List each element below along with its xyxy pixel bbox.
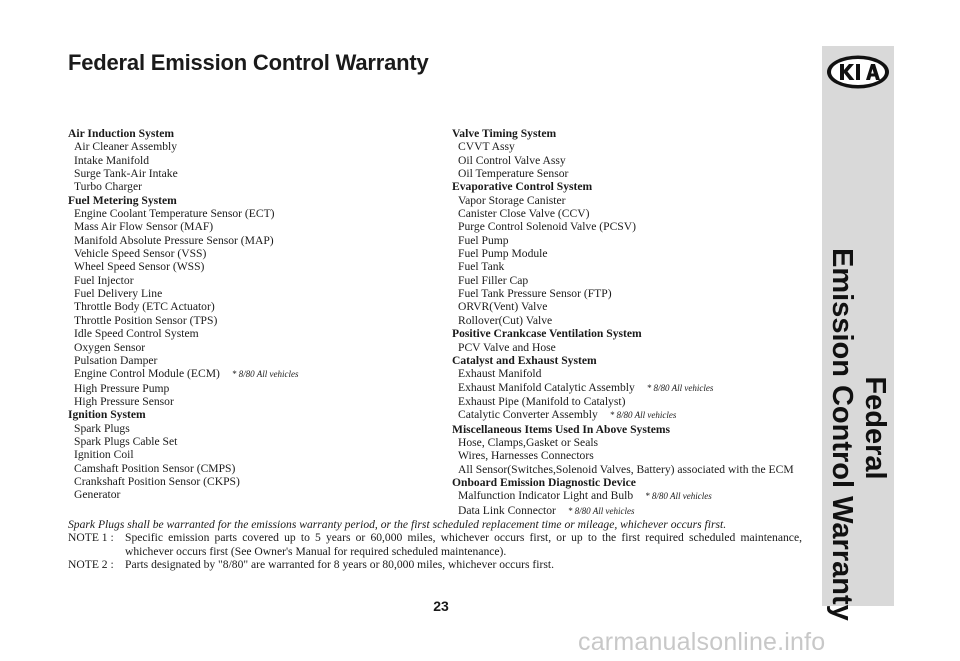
part-item [68, 287, 438, 300]
part-label: Fuel Pump [458, 233, 509, 247]
part-label: CVVT Assy [458, 140, 515, 154]
part-item [68, 488, 438, 501]
part-label: Spark Plugs [74, 421, 130, 435]
part-label: Wheel Speed Sensor (WSS) [74, 260, 205, 274]
part-label: Fuel Injector [74, 273, 134, 287]
part-label: Vehicle Speed Sensor (VSS) [74, 247, 207, 261]
section-heading: Positive Crankcase Ventilation System [452, 327, 642, 341]
part-label: ORVR(Vent) Valve [458, 300, 548, 314]
part-item [452, 167, 814, 180]
part-label: Purge Control Solenoid Valve (PCSV) [458, 220, 636, 234]
part-item [452, 154, 814, 167]
part-item [452, 274, 814, 287]
part-label: Exhaust Manifold Catalytic Assembly [458, 380, 635, 394]
section-heading: Onboard Emission Diagnostic Device [452, 475, 636, 489]
part-label: Rollover(Cut) Valve [458, 313, 553, 327]
part-item [452, 260, 814, 273]
section-heading: Fuel Metering System [68, 193, 177, 207]
part-item [68, 300, 438, 313]
side-tab-line2: Emission Control Warranty [826, 248, 858, 621]
note-1 [68, 531, 802, 558]
part-item [452, 140, 814, 153]
part-item [68, 314, 438, 327]
part-label: Manifold Absolute Pressure Sensor (MAP) [74, 233, 274, 247]
part-label: Engine Control Module (ECM) [74, 367, 220, 381]
part-item [452, 381, 814, 395]
warranty-8-80-note: * 8/80 All vehicles [646, 382, 714, 393]
part-item [68, 154, 438, 167]
part-label: Hose, Clamps,Gasket or Seals [458, 435, 599, 449]
part-label: All Sensor(Switches,Solenoid Valves, Battery) associated with the ECM [458, 462, 794, 476]
part-item [452, 220, 814, 233]
section-heading: Valve Timing System [452, 127, 557, 140]
part-item [68, 435, 438, 448]
spark-plugs-note: Spark Plugs shall be warranted for the emissions warranty period, or the first scheduled replacement time or mileage, whichever occurs first. [68, 518, 727, 531]
part-label: Spark Plugs Cable Set [74, 434, 178, 448]
part-item [68, 140, 438, 153]
part-label: Fuel Filler Cap [458, 273, 529, 287]
warranty-notes [68, 518, 802, 571]
part-label: Oil Temperature Sensor [458, 167, 569, 181]
warranty-8-80-note: * 8/80 All vehicles [609, 410, 677, 421]
part-label: Engine Coolant Temperature Sensor (ECT) [74, 207, 275, 221]
section-heading: Ignition System [68, 408, 146, 422]
part-item [68, 207, 438, 220]
part-item [68, 260, 438, 273]
part-item [452, 194, 814, 207]
side-tab-line1: Federal [859, 376, 891, 480]
note-2 [68, 558, 802, 571]
note-1-label: NOTE 1 : [68, 531, 114, 545]
part-label: Canister Close Valve (CCV) [458, 207, 590, 221]
right-column [452, 127, 814, 518]
section-heading: Air Induction System [68, 127, 175, 140]
part-item [68, 448, 438, 461]
warranty-8-80-note: * 8/80 All vehicles [645, 491, 712, 502]
warranty-8-80-note: * 8/80 All vehicles [567, 505, 635, 516]
part-item [452, 300, 814, 313]
part-item [68, 462, 438, 475]
part-label: Data Link Connector [458, 503, 556, 517]
part-label: Fuel Tank Pressure Sensor (FTP) [458, 287, 612, 301]
part-item [68, 422, 438, 435]
part-label: Oxygen Sensor [74, 340, 146, 354]
part-item [452, 489, 814, 503]
part-item [452, 449, 814, 462]
part-label: Throttle Body (ETC Actuator) [74, 300, 215, 314]
part-item [452, 341, 814, 354]
part-label: Surge Tank-Air Intake [74, 167, 178, 181]
part-item [68, 274, 438, 287]
left-column [68, 127, 438, 502]
part-label: Idle Speed Control System [74, 327, 199, 341]
part-label: Fuel Delivery Line [74, 287, 163, 301]
part-item [452, 367, 814, 380]
part-label: Exhaust Manifold [458, 367, 542, 381]
part-label: Pulsation Damper [74, 353, 158, 367]
section-heading: Catalyst and Exhaust System [452, 353, 597, 367]
part-label: Fuel Pump Module [458, 247, 548, 261]
part-item [452, 234, 814, 247]
side-tab-title [825, 248, 891, 621]
part-item [452, 247, 814, 260]
part-item [68, 327, 438, 340]
part-item [452, 436, 814, 449]
part-item [68, 475, 438, 488]
part-label: Turbo Charger [74, 180, 142, 194]
part-label: Wires, Harnesses Connectors [458, 449, 594, 463]
part-item [452, 207, 814, 220]
part-item [68, 341, 438, 354]
part-item [452, 287, 814, 300]
part-item [68, 354, 438, 367]
section-heading: Miscellaneous Items Used In Above Systems [452, 422, 671, 436]
part-item [68, 395, 438, 408]
note-2-label: NOTE 2 : [68, 557, 114, 571]
part-label: PCV Valve and Hose [458, 340, 556, 354]
part-label: Intake Manifold [74, 153, 150, 167]
part-label: Camshaft Position Sensor (CMPS) [74, 461, 236, 475]
part-label: Fuel Tank [458, 260, 505, 274]
watermark: carmanualsonline.info [578, 628, 826, 656]
part-item [452, 504, 814, 518]
part-label: Catalytic Converter Assembly [458, 408, 598, 422]
warranty-8-80-note: * 8/80 All vehicles [231, 369, 299, 380]
part-label: Exhaust Pipe (Manifold to Catalyst) [458, 394, 626, 408]
part-item [452, 463, 814, 476]
page-number: 23 [433, 598, 449, 614]
part-label: High Pressure Sensor [74, 394, 174, 408]
part-label: Vapor Storage Canister [458, 193, 566, 207]
part-label: Throttle Position Sensor (TPS) [74, 313, 218, 327]
part-item [68, 367, 438, 381]
part-item [452, 395, 814, 408]
part-item [68, 167, 438, 180]
part-label: Malfunction Indicator Light and Bulb [458, 489, 634, 503]
part-item [68, 180, 438, 193]
part-label: Oil Control Valve Assy [458, 153, 566, 167]
kia-logo [826, 54, 890, 90]
part-item [68, 220, 438, 233]
note-1-text: Specific emission parts covered up to 5 years or 60,000 miles, whichever occurs first, or up to the first required scheduled maintenance, whichever occurs first (See Owner's Manual for required scheduled maintenance). [125, 531, 802, 558]
part-label: Ignition Coil [74, 448, 134, 462]
part-item [68, 247, 438, 260]
part-item [68, 382, 438, 395]
part-label: Mass Air Flow Sensor (MAF) [74, 220, 214, 234]
part-item [68, 234, 438, 247]
page-title: Federal Emission Control Warranty [68, 50, 429, 75]
note-2-text: Parts designated by "8/80" are warranted for 8 years or 80,000 miles, whichever occurs first. [125, 557, 554, 571]
part-label: Air Cleaner Assembly [74, 140, 178, 154]
part-item [452, 408, 814, 422]
section-heading: Evaporative Control System [452, 180, 593, 194]
part-label: High Pressure Pump [74, 381, 170, 395]
part-label: Generator [74, 488, 121, 502]
part-label: Crankshaft Position Sensor (CKPS) [74, 474, 240, 488]
part-item [452, 314, 814, 327]
